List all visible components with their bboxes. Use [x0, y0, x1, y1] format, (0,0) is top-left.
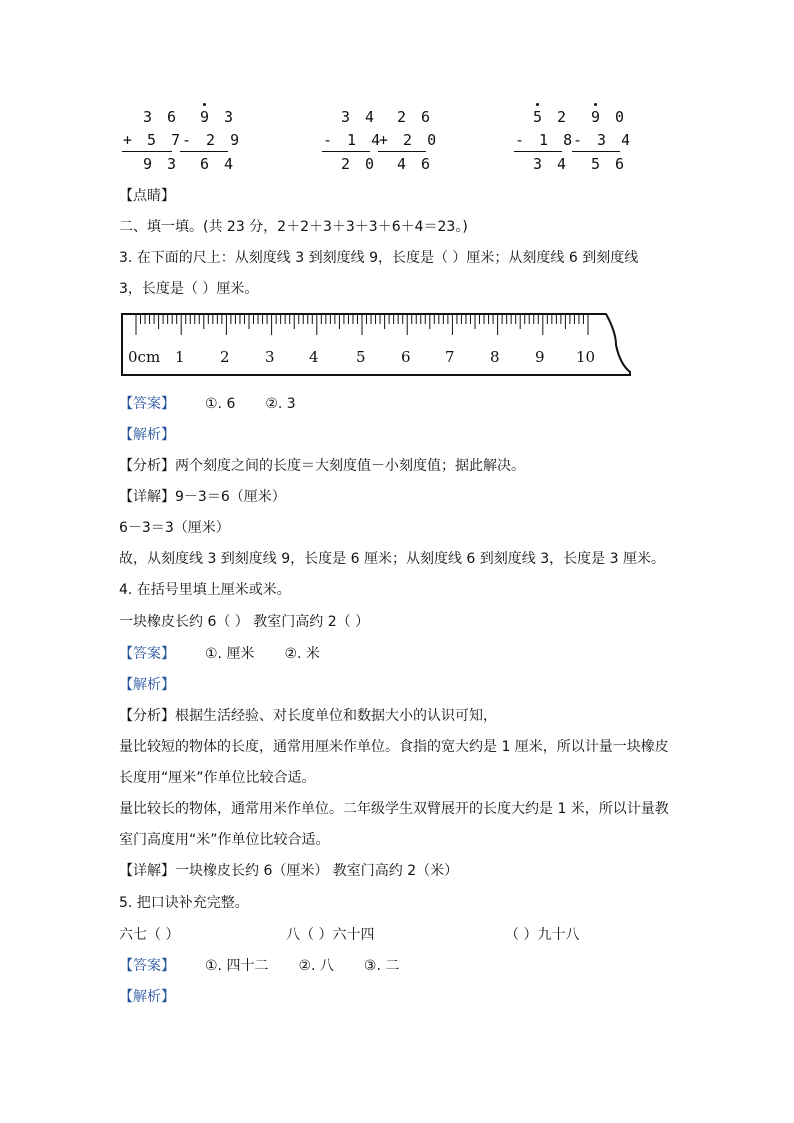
q3-fenxi: 【分析】两个刻度之间的长度＝大刻度值－小刻度值；据此解决。 — [119, 458, 525, 474]
ruler-label-10: 10 — [576, 348, 596, 366]
calc-6-rule — [572, 151, 620, 152]
q5-answer — [119, 956, 399, 976]
q5-title: 5. 把口诀补充完整。 — [119, 895, 249, 911]
q3-xiangjie-1: 【详解】9－3＝6（厘米） — [119, 489, 286, 505]
calc-1-top: 3 6 — [143, 108, 180, 126]
ruler-label-4: 4 — [309, 348, 319, 366]
q3-text-line2: 3，长度是（ ）厘米。 — [119, 281, 259, 297]
q3-xiangjie-2: 6－3＝3（厘米） — [119, 520, 230, 536]
calc-4-mid: + 2 0 — [379, 131, 440, 149]
calc-3-top: 3 4 — [341, 108, 378, 126]
answer-label: 【答案】 — [119, 396, 175, 412]
ruler-label-0: 0cm — [128, 348, 161, 366]
calc-4-rule — [378, 151, 426, 152]
q4-title: 4. 在括号里填上厘米或米。 — [119, 582, 291, 598]
q5-item-2: 八（ ）六十四 — [286, 927, 375, 943]
calc-5-mid: - 1 8 — [515, 131, 576, 149]
carry-dot — [203, 103, 206, 106]
q4-xiangjie: 【详解】一块橡皮长约 6（厘米） 教室门高约 2（米） — [119, 863, 459, 879]
q4-paragraph-2a: 量比较长的物体，通常用米作单位。二年级学生双臂展开的长度大约是 1 米，所以计量教 — [119, 801, 669, 817]
q4-paragraph-1b: 长度用“厘米”作单位比较合适。 — [119, 770, 316, 786]
q5-jiexi: 【解析】 — [119, 989, 175, 1005]
q4-answer — [119, 644, 320, 664]
calc-6-bot: 5 6 — [591, 155, 628, 173]
ruler-label-2: 2 — [220, 348, 230, 366]
calc-6-mid: - 3 4 — [573, 131, 634, 149]
ruler-label-1: 1 — [175, 348, 185, 366]
q4-fenxi: 【分析】根据生活经验、对长度单位和数据大小的认识可知， — [119, 708, 497, 724]
calc-3-mid: - 1 4 — [323, 131, 384, 149]
calc-3-rule — [322, 151, 370, 152]
q4-paragraph-2b: 室门高度用“米”作单位比较合适。 — [119, 832, 330, 848]
q4-blanks: 一块橡皮长约 6（ ） 教室门高约 2（ ） — [119, 614, 370, 630]
ruler-label-8: 8 — [490, 348, 500, 366]
carry-dot — [536, 103, 539, 106]
answer-item-3: ③. 二 — [363, 958, 400, 974]
answer-item-1: ①. 厘米 — [205, 646, 255, 662]
calc-2-mid: - 2 9 — [182, 131, 243, 149]
q3-jiexi: 【解析】 — [119, 427, 175, 443]
answer-label: 【答案】 — [119, 646, 175, 662]
q3-text-line1: 3. 在下面的尺上：从刻度线 3 到刻度线 9，长度是（ ）厘米；从刻度线 6 到刻度线 — [119, 250, 639, 266]
q3-conclusion: 故，从刻度线 3 到刻度线 9，长度是 6 厘米；从刻度线 6 到刻度线 3，长度是 3 厘米。 — [119, 551, 665, 567]
answer-item-1: ①. 6 — [205, 396, 236, 412]
calc-2-rule — [180, 151, 228, 152]
answer-item-2: ②. 米 — [284, 646, 320, 662]
calc-1-rule — [122, 151, 172, 152]
q3-answer — [119, 394, 296, 414]
calc-4-top: 2 6 — [397, 108, 434, 126]
ruler-label-9: 9 — [535, 348, 545, 366]
q5-item-3: （ ）九十八 — [505, 927, 580, 943]
answer-item-2: ②. 3 — [265, 396, 296, 412]
calc-2-bot: 6 4 — [200, 155, 237, 173]
answer-label: 【答案】 — [119, 958, 175, 974]
ruler-label-5: 5 — [356, 348, 366, 366]
ruler-label-3: 3 — [265, 348, 275, 366]
calc-2-top: 9 3 — [200, 108, 237, 126]
calc-5-bot: 3 4 — [533, 155, 570, 173]
calc-6-top: 9 0 — [591, 108, 628, 126]
section-2-title: 二、填一填。(共 23 分，2＋2＋3＋3＋3＋6＋4＝23。) — [119, 219, 468, 235]
calc-4-bot: 4 6 — [397, 155, 434, 173]
ruler-outline — [120, 312, 634, 378]
calc-3-bot: 2 0 — [341, 155, 378, 173]
calc-5-rule — [514, 151, 562, 152]
calc-1-mid: + 5 7 — [123, 131, 184, 149]
answer-item-1: ①. 四十二 — [205, 958, 269, 974]
ruler-label-7: 7 — [445, 348, 455, 366]
q5-item-1: 六七（ ） — [119, 927, 180, 943]
calc-1-bot: 9 3 — [143, 155, 180, 173]
answer-item-2: ②. 八 — [298, 958, 334, 974]
ruler — [120, 312, 634, 378]
q4-jiexi: 【解析】 — [119, 677, 175, 693]
q4-paragraph-1a: 量比较短的物体的长度，通常用厘米作单位。食指的宽大约是 1 厘米，所以计量一块橡皮 — [119, 739, 669, 755]
calc-5-top: 5 2 — [533, 108, 570, 126]
carry-dot — [594, 103, 597, 106]
ruler-label-6: 6 — [401, 348, 411, 366]
dianjing-heading: 【点睛】 — [119, 188, 175, 204]
